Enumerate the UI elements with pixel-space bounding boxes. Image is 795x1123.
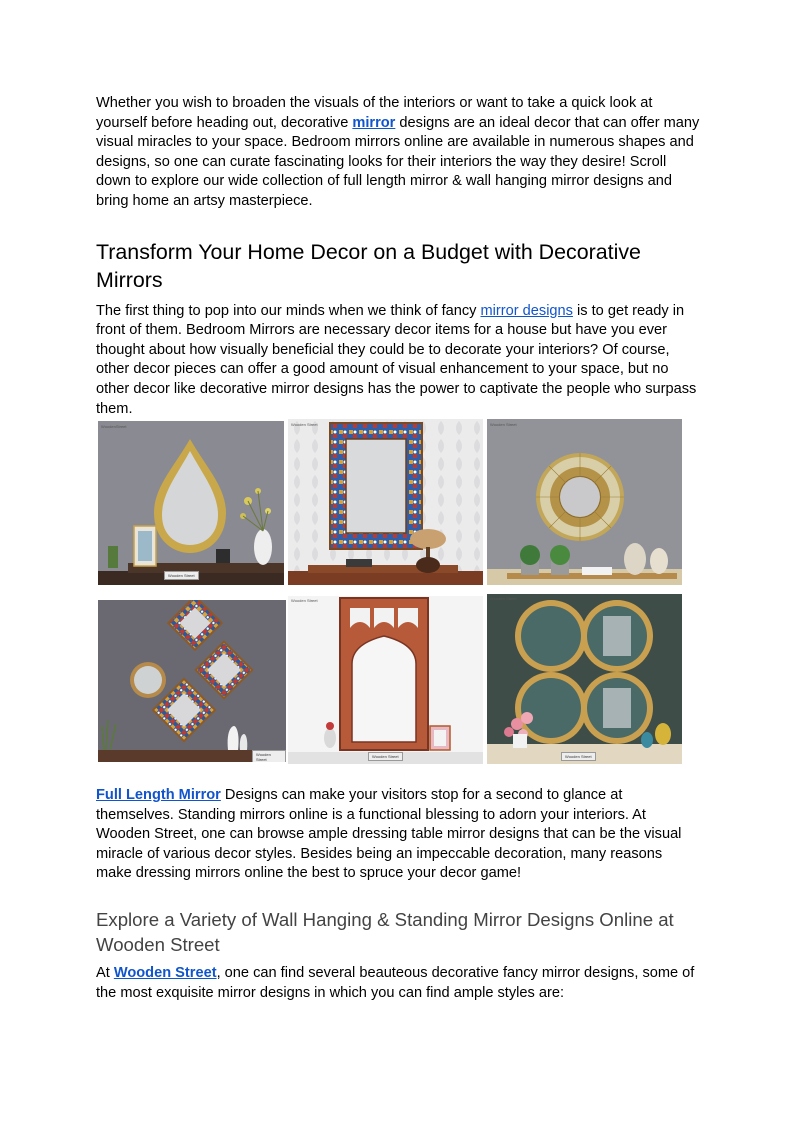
mirror-gallery xyxy=(97,418,687,764)
section3-paragraph: At Wooden Street, one can find several beauteous decorative fancy mirror designs, some of the most exquisite mirror designs in which you can find ample styles are: xyxy=(96,964,695,1001)
section-heading-transform: Transform Your Home Decor on a Budget with Decorative Mirrors xyxy=(96,239,641,292)
gallery-image-arch-mirror xyxy=(288,596,483,764)
wooden-street-link[interactable]: Wooden Street xyxy=(113,964,217,981)
brand-watermark: Wooden Street xyxy=(291,422,318,427)
product-tag: Wooden Street xyxy=(561,752,596,761)
mirror-link[interactable]: mirror xyxy=(352,114,396,131)
gallery-image-teardrop-mirror xyxy=(98,421,284,585)
mirror-designs-link[interactable]: mirror designs xyxy=(480,302,573,319)
brand-watermark: Wooden Street xyxy=(291,598,318,603)
section2-paragraph: Full Length Mirror Designs can make your visitors stop for a second to glance at themselves. Standing mirrors online is a functional blessing to adorn your interiors. At Wooden Street, one can browse ample dressing table mirror designs that can be the visual miracle of various decor styles. Besides being an impeccable decoration, many reasons make dressing mirrors online the best to spruce your decor game! xyxy=(96,787,682,882)
document-body xyxy=(96,94,700,419)
product-tag: Wooden Street xyxy=(252,750,286,762)
section1-paragraph: The first thing to pop into our minds when we think of fancy mirror designs is to get ready in front of them. Bedroom Mirrors are necessary decor items for a house but have you ever thought about how visually beneficial they could be to decorate your interiors? Of course, other decor pieces can offer a good amount of visual enhancement to your space, but no other decor like decorative mirror designs has the power to captivate the people who surpass them. xyxy=(96,302,697,417)
section-heading-explore: Explore a Variety of Wall Hanging & Standing Mirror Designs Online at Wooden Street xyxy=(96,908,674,955)
brand-watermark: Wooden Street xyxy=(490,422,517,427)
gallery-image-mosaic-mirror xyxy=(288,419,483,585)
full-length-mirror-link[interactable]: Full Length Mirror xyxy=(96,787,221,803)
product-tag: Wooden Street xyxy=(164,571,199,580)
document-body-lower xyxy=(96,786,700,1003)
gallery-image-quatrefoil-mirrors xyxy=(487,594,682,764)
product-tag: Wooden Street xyxy=(368,752,403,761)
intro-paragraph: Whether you wish to broaden the visuals of the interiors or want to take a quick look at yourself before heading out, decorative mirror designs are an ideal decor that can offer many visual miracles to your space. Bedroom mirrors online are available in numerous shapes and designs, so one can curate fascinating looks for their interiors the way they desire! Scroll down to explore our wide collection of full length mirror & wall hanging mirror designs and bring home an artsy masterpiece. xyxy=(96,95,700,209)
gallery-image-round-mirror xyxy=(487,419,682,585)
brand-watermark: WoodenStreet xyxy=(101,424,127,429)
gallery-image-diamond-mirrors xyxy=(98,600,286,762)
brand-watermark: Wooden Street xyxy=(490,596,517,601)
